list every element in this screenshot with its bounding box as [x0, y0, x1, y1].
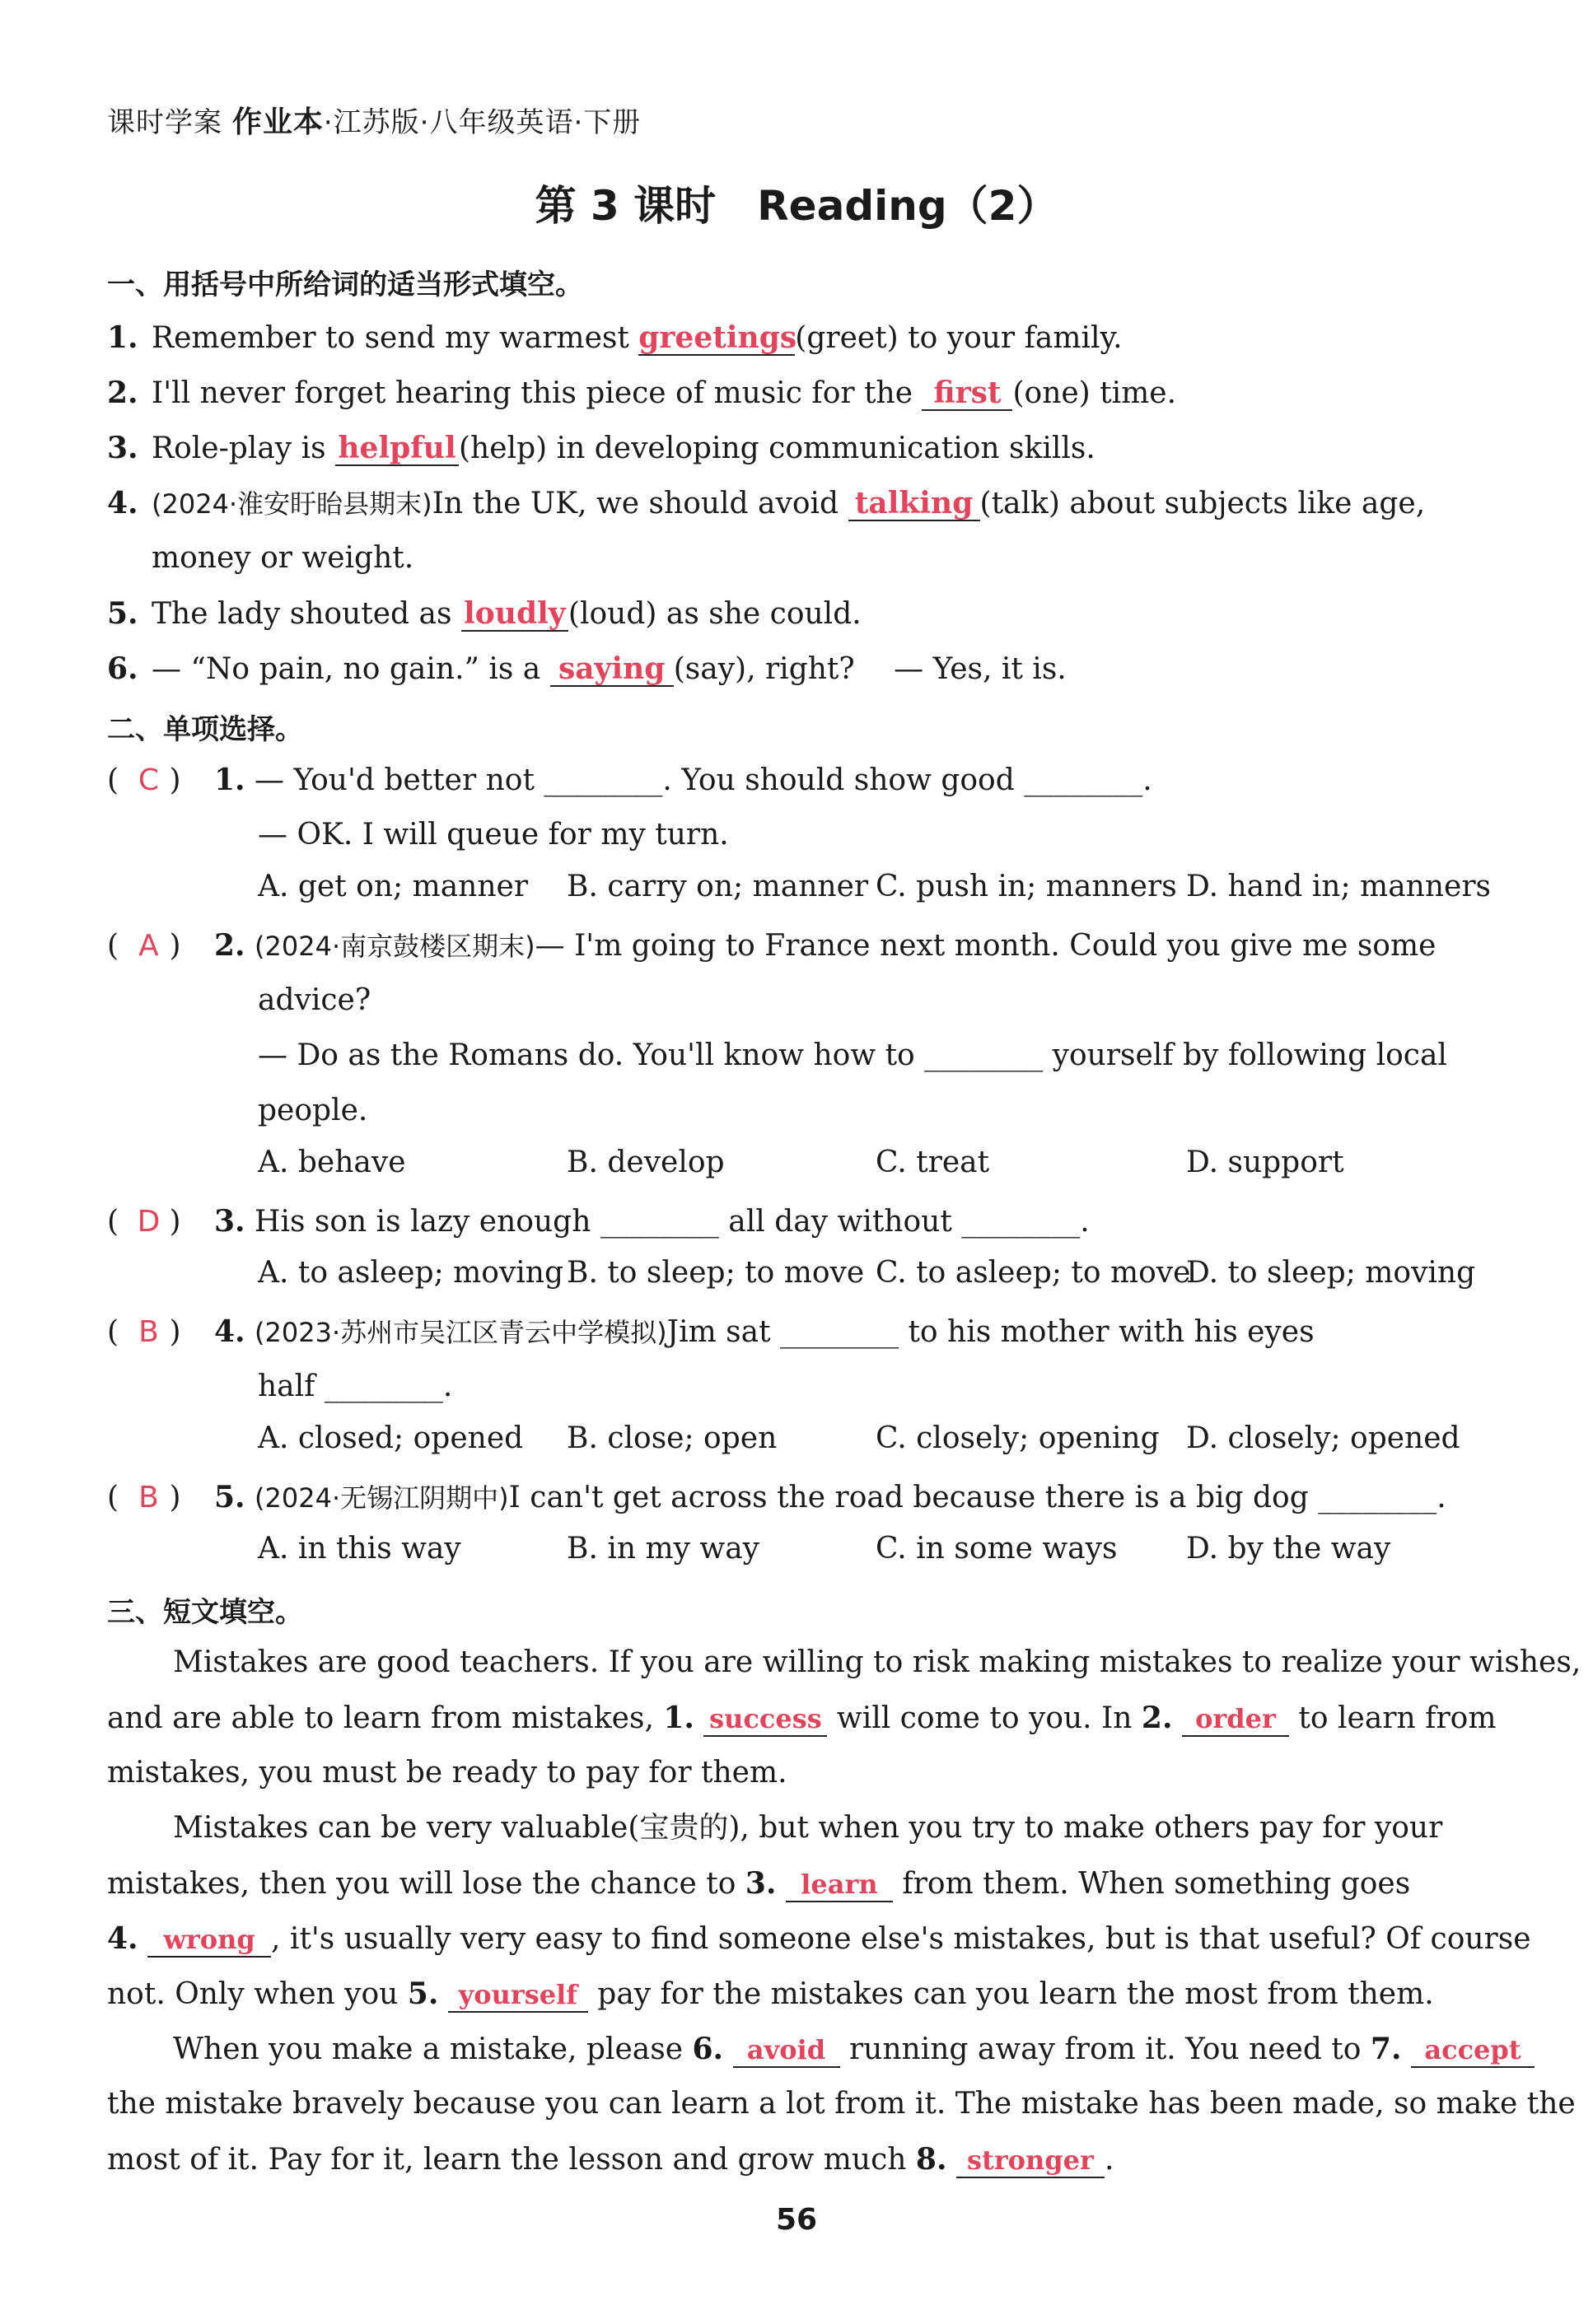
- choice-answer[interactable]: D: [137, 1205, 161, 1239]
- passage-line: Mistakes are good teachers. If you are willing to risk making mistakes to realize your wishes,: [173, 1645, 1581, 1679]
- option-b[interactable]: B. to sleep; to move: [567, 1256, 865, 1290]
- choice-question-4: ( B ) 4. (2023·苏州市吴江区青云中学模拟)Jim sat ________ to his mother with his eyes: [107, 1311, 1507, 1353]
- passage-blank-6[interactable]: avoid: [733, 2033, 840, 2068]
- passage-blank-2[interactable]: order: [1182, 1702, 1289, 1737]
- option-d[interactable]: D. closely; opened: [1186, 1421, 1460, 1455]
- fill-item-2: 2. I'll never forget hearing this piece of music for the first (one) time.: [107, 376, 1177, 410]
- option-a[interactable]: A. get on; manner: [258, 870, 529, 903]
- passage-line: not. Only when you 5. yourself pay for the mistakes can you learn the most from them.: [107, 1976, 1434, 2011]
- book-info: ·江苏版·八年级英语·下册: [323, 106, 642, 139]
- choice-answer[interactable]: B: [138, 1481, 159, 1514]
- fill-item-5: 5. The lady shouted as loudly(loud) as she could.: [107, 596, 862, 631]
- question-line: people.: [258, 1094, 368, 1127]
- option-b[interactable]: B. develop: [567, 1146, 725, 1179]
- choice-question-5: ( B ) 5. (2024·无锡江阴期中)I can't get across the road because there is a big dog ________.: [107, 1477, 1507, 1519]
- passage-line: mistakes, you must be ready to pay for them.: [107, 1756, 787, 1790]
- fill-item-4-continued: money or weight.: [152, 541, 414, 575]
- option-a[interactable]: A. to asleep; moving: [258, 1256, 564, 1290]
- choice-question-1: ( C ) 1. — You'd better not ________. You should show good ________.: [107, 759, 1507, 801]
- option-c[interactable]: C. push in; manners: [876, 870, 1177, 903]
- question-line: half ________.: [258, 1370, 453, 1403]
- answer-blank[interactable]: saying: [550, 652, 674, 687]
- option-d[interactable]: D. by the way: [1186, 1532, 1391, 1566]
- option-c[interactable]: C. in some ways: [876, 1532, 1118, 1566]
- passage-line: 4. wrong , it's usually very easy to find someone else's mistakes, but is that useful? Of course: [107, 1921, 1531, 1956]
- passage-line: and are able to learn from mistakes, 1. success will come to you. In 2. order to learn from: [107, 1701, 1497, 1735]
- option-c[interactable]: C. treat: [876, 1146, 990, 1179]
- option-c[interactable]: C. to asleep; to move: [876, 1256, 1191, 1290]
- fill-item-3: 3. Role-play is helpful(help) in developing communication skills.: [107, 431, 1095, 465]
- passage-blank-7[interactable]: accept: [1411, 2033, 1535, 2068]
- question-line: advice?: [258, 983, 371, 1017]
- option-d[interactable]: D. hand in; manners: [1186, 870, 1492, 903]
- option-c[interactable]: C. closely; opening: [876, 1421, 1160, 1455]
- option-a[interactable]: A. in this way: [258, 1532, 461, 1566]
- option-d[interactable]: D. support: [1186, 1146, 1344, 1179]
- option-b[interactable]: B. in my way: [567, 1532, 760, 1566]
- choice-answer[interactable]: A: [138, 929, 159, 963]
- book-header: [107, 99, 641, 141]
- section3-heading: 三、短文填空。: [107, 1596, 303, 1629]
- source-tag: (2024·淮安盱眙县期末): [152, 488, 432, 520]
- option-b[interactable]: B. close; open: [567, 1421, 778, 1455]
- question-line: — Do as the Romans do. You'll know how to ________ yourself by following local: [258, 1038, 1447, 1072]
- option-d[interactable]: D. to sleep; moving: [1186, 1256, 1476, 1290]
- fill-item-1: 1. Remember to send my warmest greetings(greet) to your family.: [107, 320, 1123, 355]
- source-tag: (2024·无锡江阴期中): [255, 1482, 509, 1514]
- series-name: 课时学案: [107, 106, 222, 139]
- passage-line: most of it. Pay for it, learn the lesson and grow much 8. stronger .: [107, 2142, 1114, 2177]
- source-tag: (2024·南京鼓楼区期末): [255, 931, 535, 962]
- choice-answer[interactable]: B: [138, 1315, 159, 1349]
- answer-blank[interactable]: helpful: [335, 432, 459, 466]
- fill-item-6: 6. — “No pain, no gain.” is a saying (say), right? — Yes, it is.: [107, 651, 1067, 686]
- page-title: 第 3 课时 Reading（2）: [535, 182, 1058, 230]
- book-type: 作业本: [231, 105, 324, 139]
- choice-question-3: ( D ) 3. His son is lazy enough ________ all day without ________.: [107, 1201, 1507, 1243]
- answer-blank[interactable]: greetings: [638, 320, 797, 355]
- passage-blank-8[interactable]: stronger: [956, 2144, 1105, 2178]
- passage-blank-4[interactable]: wrong: [147, 1923, 271, 1958]
- answer-blank[interactable]: loudly: [461, 597, 568, 632]
- fill-item-4: 4. (2024·淮安盱眙县期末)In the UK, we should avoid talking (talk) about subjects like age,: [107, 486, 1426, 520]
- section1-heading: 一、用括号中所给词的适当形式填空。: [107, 268, 583, 301]
- passage-line: mistakes, then you will lose the chance to 3. learn from them. When something goes: [107, 1866, 1411, 1901]
- answer-blank[interactable]: first: [922, 376, 1012, 411]
- passage-blank-5[interactable]: yourself: [448, 1978, 588, 2013]
- section2-heading: 二、单项选择。: [107, 713, 303, 746]
- option-b[interactable]: B. carry on; manner: [567, 870, 869, 903]
- choice-question-2: ( A ) 2. (2024·南京鼓楼区期末)— I'm going to France next month. Could you give me some: [107, 925, 1507, 967]
- source-tag: (2023·苏州市吴江区青云中学模拟): [255, 1317, 667, 1348]
- passage-blank-3[interactable]: learn: [786, 1868, 893, 1902]
- answer-blank[interactable]: talking: [848, 487, 980, 521]
- page-number: 56: [775, 2203, 818, 2237]
- option-a[interactable]: A. closed; opened: [258, 1421, 524, 1455]
- option-a[interactable]: A. behave: [258, 1146, 406, 1179]
- passage-line: When you make a mistake, please 6. avoid running away from it. You need to 7. accept: [173, 2028, 1573, 2070]
- passage-blank-1[interactable]: success: [703, 1702, 827, 1737]
- passage-line: the mistake bravely because you can learn a lot from it. The mistake has been made, so make the: [107, 2087, 1576, 2121]
- question-line: — OK. I will queue for my turn.: [258, 818, 729, 852]
- choice-answer[interactable]: C: [138, 763, 160, 797]
- passage-line: Mistakes can be very valuable(宝贵的), but when you try to make others pay for your: [173, 1811, 1443, 1845]
